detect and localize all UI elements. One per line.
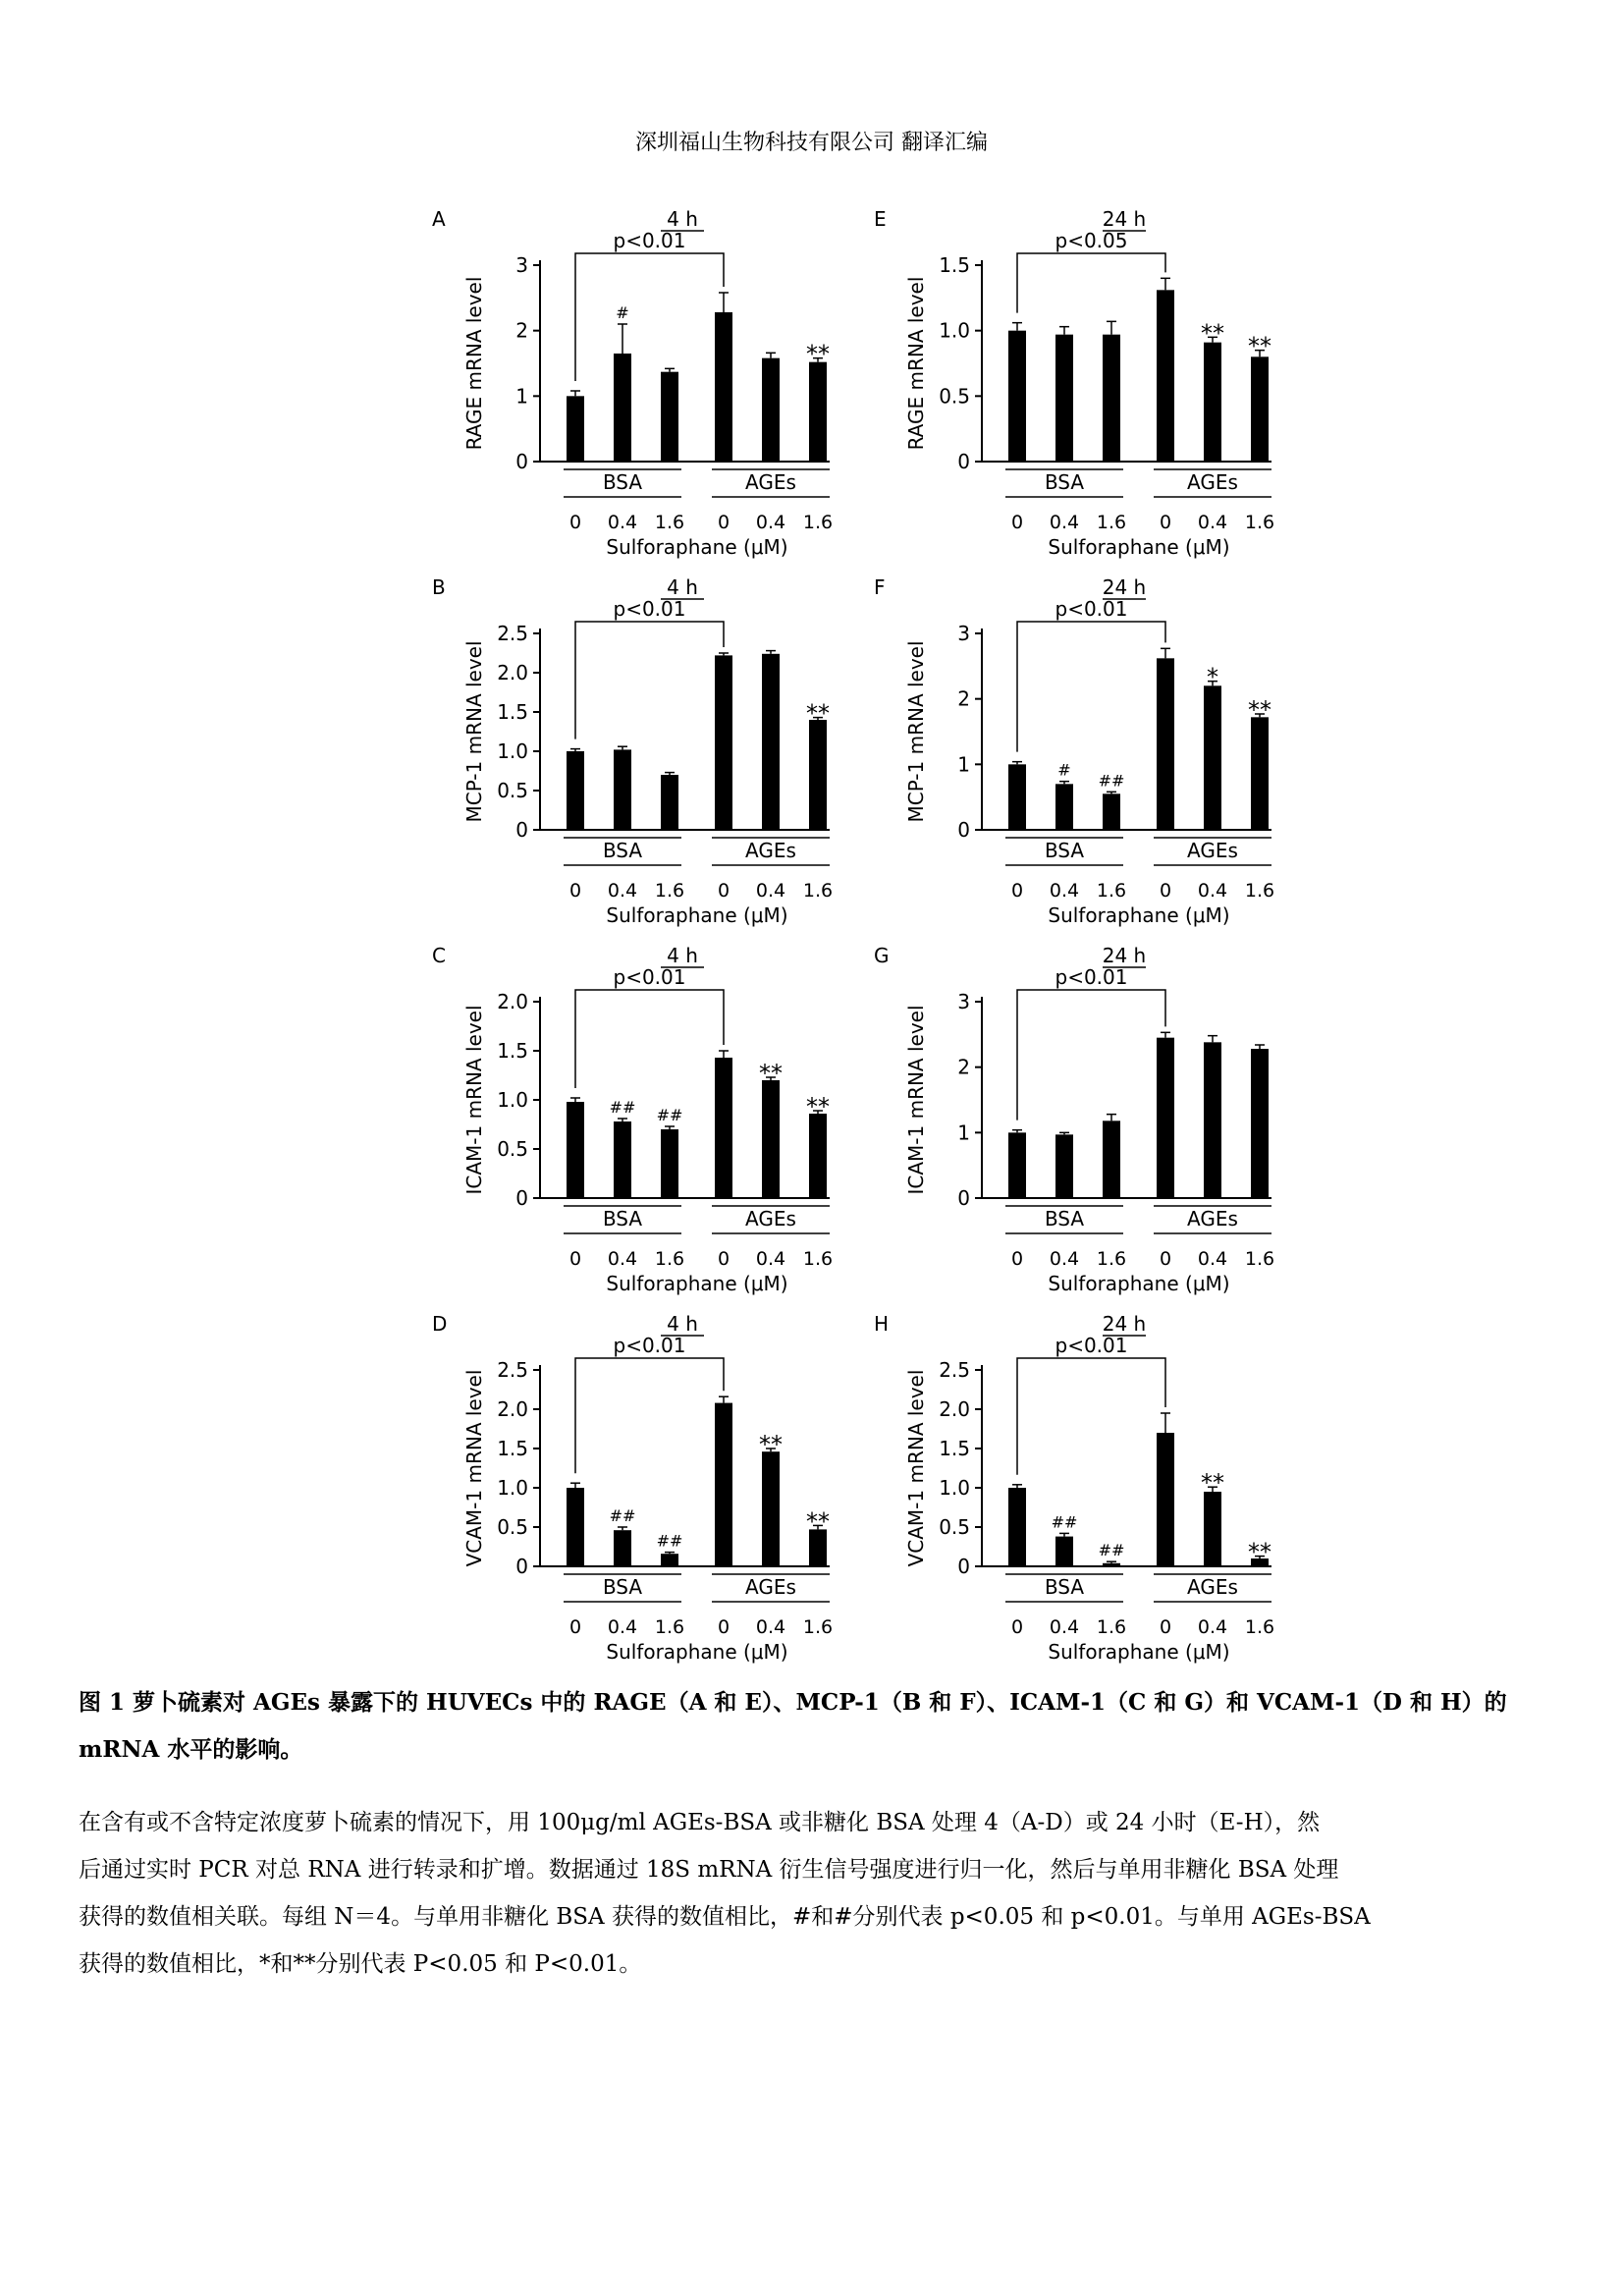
y-tick-label: 0.5 <box>497 779 528 802</box>
time-label: 24 h <box>1102 944 1147 967</box>
x-tick-label: 0 <box>568 1616 582 1638</box>
caption-body-line: 获得的数值相比，*和**分别代表 P<0.05 和 P<0.01。 <box>79 1951 642 1977</box>
x-axis-label: Sulforaphane (μM) <box>606 1640 788 1664</box>
y-tick-label: 0 <box>957 1186 970 1210</box>
significance-bracket <box>1017 990 1165 1121</box>
significance-mark: ** <box>1201 319 1224 348</box>
x-tick-label: 0.4 <box>755 512 786 533</box>
x-tick-label: 0.4 <box>755 1248 786 1270</box>
bar <box>1251 1049 1269 1198</box>
caption-title-line: 图 1 萝卜硫素对 AGEs 暴露下的 HUVECs 中的 RAGE（A 和 E）、MCP-1（B 和 F）、ICAM-1（C 和 G）和 VCAM-1（D 和 H）的 <box>79 1689 1507 1716</box>
chart-panel-C <box>432 944 833 1295</box>
x-tick-label: 0.4 <box>607 1616 638 1638</box>
significance-mark: ** <box>1201 1469 1224 1498</box>
y-tick-label: 1.0 <box>939 1476 970 1500</box>
panel-letter: B <box>432 575 446 599</box>
y-tick-label: 2.0 <box>497 990 528 1013</box>
time-label: 24 h <box>1102 1312 1147 1336</box>
group-label: BSA <box>1044 839 1085 862</box>
significance-mark: ** <box>759 1431 783 1458</box>
significance-bracket <box>575 253 724 381</box>
y-tick-label: 0.5 <box>939 1515 970 1539</box>
x-tick-label: 1.6 <box>1244 880 1275 902</box>
x-tick-label: 1.6 <box>802 1616 834 1638</box>
panel-letter: F <box>874 575 886 599</box>
bar <box>715 655 732 830</box>
significance-mark: ** <box>806 1093 830 1121</box>
bar <box>1157 1038 1174 1198</box>
p-value-label: p<0.01 <box>1055 1334 1128 1357</box>
x-tick-label: 0 <box>717 880 730 902</box>
y-tick-label: 0 <box>957 818 970 842</box>
group-label: BSA <box>602 1207 643 1230</box>
y-tick-label: 0 <box>957 1555 970 1578</box>
y-tick-label: 2 <box>957 686 970 711</box>
chart-panel-H <box>874 1312 1274 1664</box>
significance-bracket <box>575 990 724 1088</box>
bar <box>809 362 827 462</box>
y-tick-label: 1.0 <box>497 1476 528 1500</box>
y-axis-label: VCAM-1 mRNA level <box>904 1369 928 1567</box>
bar <box>614 749 631 830</box>
x-tick-label: 0 <box>1159 1616 1172 1638</box>
caption-body-line: 在含有或不含特定浓度萝卜硫素的情况下，用 100μg/ml AGEs-BSA 或非糖化 BSA 处理 4（A-D）或 24 小时（E-H），然 <box>79 1810 1321 1835</box>
significance-mark: # <box>1057 760 1071 780</box>
time-label: 4 h <box>667 207 698 231</box>
x-tick-label: 1.6 <box>802 880 834 902</box>
significance-mark: ** <box>806 340 830 368</box>
bar <box>1103 1121 1120 1198</box>
bar <box>809 720 827 830</box>
time-label: 4 h <box>667 944 698 967</box>
x-tick-label: 0 <box>717 512 730 533</box>
y-tick-label: 3 <box>957 622 970 645</box>
figure-panels <box>412 191 1296 1665</box>
p-value-label: p<0.05 <box>1055 229 1128 252</box>
x-tick-label: 0.4 <box>1197 1248 1228 1270</box>
bar <box>1055 335 1073 462</box>
bar <box>1008 764 1026 830</box>
significance-mark: ## <box>609 1506 636 1525</box>
significance-bracket <box>1017 253 1165 313</box>
bar <box>1055 1134 1073 1198</box>
panel-letter: E <box>874 207 887 231</box>
x-tick-label: 1.6 <box>654 1248 685 1270</box>
x-tick-label: 0.4 <box>755 1616 786 1638</box>
bar <box>661 1554 678 1566</box>
bar <box>1204 685 1221 830</box>
x-tick-label: 0 <box>1010 512 1024 533</box>
significance-mark: * <box>1207 663 1218 691</box>
bar <box>1204 1492 1221 1566</box>
panel-letter: A <box>432 207 446 231</box>
x-tick-label: 0.4 <box>1197 880 1228 902</box>
group-label: BSA <box>602 470 643 494</box>
p-value-label: p<0.01 <box>613 597 686 621</box>
figure-caption-body <box>79 1799 1551 1988</box>
chart-panel-A <box>432 207 833 559</box>
y-tick-label: 0 <box>957 450 970 473</box>
group-label: AGEs <box>745 839 796 862</box>
y-tick-label: 1.5 <box>939 253 970 277</box>
group-label: AGEs <box>745 470 796 494</box>
x-tick-label: 0 <box>717 1248 730 1270</box>
group-label: BSA <box>602 839 643 862</box>
bar <box>715 1403 732 1566</box>
caption-body-line: 后通过实时 PCR 对总 RNA 进行转录和扩增。数据通过 18S mRNA 衍生信号强度进行归一化，然后与单用非糖化 BSA 处理 <box>79 1857 1339 1883</box>
bar <box>1008 1132 1026 1198</box>
bar <box>567 751 584 830</box>
y-axis-label: MCP-1 mRNA level <box>904 640 928 823</box>
y-tick-label: 1.0 <box>497 739 528 763</box>
caption-body-line: 获得的数值相关联。每组 N＝4。与单用非糖化 BSA 获得的数值相比，#和#分别代表 p<0.05 和 p<0.01。与单用 AGEs-BSA <box>79 1904 1371 1930</box>
x-tick-label: 1.6 <box>1096 512 1127 533</box>
p-value-label: p<0.01 <box>613 1334 686 1357</box>
y-tick-label: 2 <box>957 1055 970 1079</box>
bar <box>1103 335 1120 462</box>
bar <box>715 312 732 462</box>
significance-mark: ## <box>1098 771 1125 791</box>
significance-mark: # <box>616 303 629 322</box>
y-axis-label: RAGE mRNA level <box>462 276 486 451</box>
group-label: BSA <box>1044 470 1085 494</box>
y-tick-label: 0 <box>515 450 528 473</box>
x-tick-label: 0.4 <box>1197 1616 1228 1638</box>
bar <box>1251 717 1269 830</box>
x-tick-label: 0.4 <box>1049 880 1080 902</box>
x-tick-label: 1.6 <box>1096 880 1127 902</box>
significance-mark: ** <box>759 1060 783 1087</box>
x-tick-label: 0 <box>1010 880 1024 902</box>
y-tick-label: 2.0 <box>497 661 528 684</box>
group-label: BSA <box>1044 1207 1085 1230</box>
group-label: AGEs <box>1187 470 1238 494</box>
bar <box>1204 1042 1221 1198</box>
bar <box>809 1114 827 1198</box>
y-tick-label: 2.0 <box>939 1397 970 1421</box>
y-tick-label: 2.0 <box>497 1397 528 1421</box>
significance-mark: ** <box>1248 696 1271 724</box>
y-axis-label: VCAM-1 mRNA level <box>462 1369 486 1567</box>
y-axis-label: RAGE mRNA level <box>904 276 928 451</box>
caption-title-line: mRNA 水平的影响。 <box>79 1736 303 1763</box>
significance-bracket <box>575 622 724 739</box>
y-tick-label: 0.5 <box>497 1515 528 1539</box>
y-tick-label: 2.5 <box>939 1358 970 1382</box>
y-tick-label: 0 <box>515 1186 528 1210</box>
chart-panel-B <box>432 575 833 927</box>
group-label: BSA <box>602 1575 643 1599</box>
p-value-label: p<0.01 <box>1055 965 1128 989</box>
y-tick-label: 2 <box>515 318 528 343</box>
x-axis-label: Sulforaphane (μM) <box>606 1272 788 1295</box>
y-tick-label: 0.5 <box>939 384 970 409</box>
p-value-label: p<0.01 <box>1055 597 1128 621</box>
y-tick-label: 1.5 <box>939 1437 970 1460</box>
y-tick-label: 1 <box>957 1121 970 1145</box>
x-tick-label: 0.4 <box>1049 1616 1080 1638</box>
bar <box>1204 343 1221 462</box>
group-label: AGEs <box>1187 839 1238 862</box>
time-label: 4 h <box>667 575 698 599</box>
y-tick-label: 3 <box>957 990 970 1013</box>
significance-bracket <box>1017 622 1165 752</box>
y-tick-label: 1.5 <box>497 700 528 724</box>
bar <box>762 1080 780 1198</box>
bar <box>567 396 584 462</box>
x-tick-label: 0 <box>568 512 582 533</box>
group-label: AGEs <box>745 1575 796 1599</box>
bar <box>1251 356 1269 462</box>
x-tick-label: 1.6 <box>1096 1616 1127 1638</box>
x-tick-label: 1.6 <box>654 512 685 533</box>
group-label: AGEs <box>745 1207 796 1230</box>
chart-panel-D <box>432 1312 833 1664</box>
significance-mark: ** <box>806 699 830 728</box>
bar <box>1103 793 1120 830</box>
significance-mark: ** <box>1248 332 1271 360</box>
panel-letter: D <box>432 1312 448 1336</box>
bar <box>762 358 780 462</box>
bar <box>567 1488 584 1566</box>
bar <box>1157 658 1174 830</box>
panel-letter: H <box>874 1312 890 1336</box>
x-axis-label: Sulforaphane (μM) <box>1048 535 1230 559</box>
figure-caption-title <box>79 1679 1551 1774</box>
x-tick-label: 0 <box>717 1616 730 1638</box>
x-tick-label: 0.4 <box>1049 1248 1080 1270</box>
x-tick-label: 0 <box>1159 1248 1172 1270</box>
x-tick-label: 1.6 <box>802 512 834 533</box>
x-tick-label: 0.4 <box>755 880 786 902</box>
bar <box>715 1058 732 1198</box>
bar <box>762 654 780 830</box>
bar <box>661 1129 678 1198</box>
significance-mark: ** <box>1248 1538 1271 1566</box>
time-label: 4 h <box>667 1312 698 1336</box>
x-tick-label: 0 <box>1159 512 1172 533</box>
x-tick-label: 1.6 <box>1244 512 1275 533</box>
bar <box>661 775 678 830</box>
time-label: 24 h <box>1102 207 1147 231</box>
significance-mark: ## <box>609 1098 636 1117</box>
y-tick-label: 3 <box>515 253 528 277</box>
y-tick-label: 0.5 <box>497 1137 528 1161</box>
y-tick-label: 0 <box>515 1555 528 1578</box>
group-label: AGEs <box>1187 1207 1238 1230</box>
y-tick-label: 1 <box>515 384 528 409</box>
y-tick-label: 2.5 <box>497 1358 528 1382</box>
y-axis-label: MCP-1 mRNA level <box>462 640 486 823</box>
x-tick-label: 1.6 <box>802 1248 834 1270</box>
x-tick-label: 1.6 <box>654 880 685 902</box>
y-tick-label: 1 <box>957 752 970 777</box>
significance-mark: ## <box>1098 1541 1125 1560</box>
significance-bracket <box>575 1358 724 1473</box>
bar <box>1103 1563 1120 1566</box>
x-axis-label: Sulforaphane (μM) <box>606 903 788 927</box>
x-tick-label: 0.4 <box>607 1248 638 1270</box>
x-tick-label: 0 <box>568 1248 582 1270</box>
bar <box>1157 290 1174 462</box>
y-tick-label: 1.5 <box>497 1437 528 1460</box>
y-tick-label: 2.5 <box>497 622 528 645</box>
significance-mark: ## <box>656 1531 683 1551</box>
y-tick-label: 1.0 <box>939 318 970 343</box>
significance-bracket <box>1017 1358 1165 1475</box>
y-axis-label: ICAM-1 mRNA level <box>904 1005 928 1195</box>
x-axis-label: Sulforaphane (μM) <box>1048 1272 1230 1295</box>
page-header: 深圳福山生物科技有限公司 翻译汇编 <box>635 131 988 155</box>
bar <box>614 1530 631 1566</box>
bar <box>1055 1537 1073 1566</box>
panel-letter: C <box>432 944 446 967</box>
panel-letter: G <box>874 944 890 967</box>
x-tick-label: 0.4 <box>607 512 638 533</box>
y-tick-label: 1.5 <box>497 1039 528 1063</box>
p-value-label: p<0.01 <box>613 965 686 989</box>
x-axis-label: Sulforaphane (μM) <box>606 535 788 559</box>
x-tick-label: 0.4 <box>607 880 638 902</box>
x-tick-label: 0 <box>568 880 582 902</box>
x-tick-label: 0.4 <box>1197 512 1228 533</box>
bar <box>661 372 678 462</box>
x-axis-label: Sulforaphane (μM) <box>1048 1640 1230 1664</box>
x-tick-label: 1.6 <box>654 1616 685 1638</box>
p-value-label: p<0.01 <box>613 229 686 252</box>
chart-panel-F <box>874 575 1274 927</box>
bar <box>762 1451 780 1566</box>
bar <box>614 1121 631 1198</box>
chart-panel-G <box>874 944 1274 1295</box>
significance-mark: ** <box>806 1507 830 1536</box>
bar <box>1008 1488 1026 1566</box>
x-tick-label: 1.6 <box>1096 1248 1127 1270</box>
bar <box>1055 784 1073 830</box>
bar <box>1008 331 1026 462</box>
bar <box>1157 1433 1174 1566</box>
x-tick-label: 0 <box>1010 1616 1024 1638</box>
significance-mark: ## <box>656 1106 683 1124</box>
y-axis-label: ICAM-1 mRNA level <box>462 1005 486 1195</box>
group-label: BSA <box>1044 1575 1085 1599</box>
significance-mark: ## <box>1051 1512 1078 1532</box>
x-tick-label: 0 <box>1159 880 1172 902</box>
time-label: 24 h <box>1102 575 1147 599</box>
bar <box>567 1102 584 1198</box>
x-axis-label: Sulforaphane (μM) <box>1048 903 1230 927</box>
chart-panel-E <box>874 207 1274 559</box>
y-tick-label: 1.0 <box>497 1088 528 1112</box>
y-tick-label: 0 <box>515 818 528 842</box>
x-tick-label: 0.4 <box>1049 512 1080 533</box>
x-tick-label: 1.6 <box>1244 1616 1275 1638</box>
x-tick-label: 1.6 <box>1244 1248 1275 1270</box>
x-tick-label: 0 <box>1010 1248 1024 1270</box>
group-label: AGEs <box>1187 1575 1238 1599</box>
bar <box>614 354 631 462</box>
